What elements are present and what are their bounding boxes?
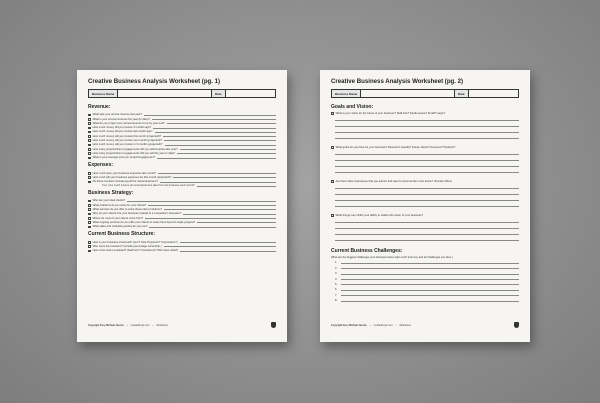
- numbered-line[interactable]: 7.: [331, 291, 519, 296]
- section-heading-challenges: Current Business Challenges:: [331, 248, 403, 254]
- question-row[interactable]: How much money did you invoice 3 months ago?: [88, 125, 276, 129]
- checkbox[interactable]: [88, 127, 91, 130]
- question-row[interactable]: How much money will you invoice in 3 months (projected)?: [88, 142, 276, 146]
- footer-page: Worksheet: [399, 323, 411, 327]
- question-row[interactable]: How many projects/client engagements did you sell/complete last year?: [88, 146, 276, 150]
- question-row[interactable]: Are there other businesses that you admire and want to become like in the future? (Include URLs): [331, 180, 519, 183]
- checkbox[interactable]: [88, 204, 91, 207]
- question-row[interactable]: How much money will you invoice next month (projected)?: [88, 138, 276, 142]
- checkbox[interactable]: [331, 146, 334, 149]
- numbered-line[interactable]: 6.: [331, 286, 519, 291]
- answer-line[interactable]: [335, 235, 519, 241]
- business-name-label: Business Name: [332, 90, 361, 97]
- checkbox[interactable]: [88, 226, 91, 229]
- business-name-field[interactable]: [89, 90, 212, 97]
- question-row[interactable]: How is your business structured? (LLC? Sole Proprietor? Corporation?): [88, 239, 276, 243]
- checkbox[interactable]: [88, 114, 91, 117]
- numbered-line[interactable]: 5.: [331, 281, 519, 286]
- question-row[interactable]: What goals do you have for your business? Revenue? Awards? Dream clients? Services? Products?: [331, 146, 519, 149]
- numbered-line[interactable]: 3.: [331, 270, 519, 275]
- shield-logo-icon: [514, 322, 519, 328]
- question-row[interactable]: What services do you offer to solve these client problems?: [88, 207, 276, 211]
- checkbox[interactable]: [88, 148, 91, 151]
- checkbox[interactable]: [88, 118, 91, 121]
- checkbox[interactable]: [88, 131, 91, 134]
- question-row[interactable]: How is the work completed? (Staff size? Contractors? Who does what?): [88, 248, 276, 252]
- checkbox[interactable]: [88, 217, 91, 220]
- checkbox[interactable]: [88, 250, 91, 253]
- question-row[interactable]: How many projects/client engagements did you sell this year to date?: [88, 151, 276, 155]
- question-row[interactable]: How much will your business expenses be this month (projected)?: [88, 175, 276, 179]
- checkbox[interactable]: [88, 152, 91, 155]
- checkbox[interactable]: [88, 221, 91, 224]
- date-label: Date: [455, 90, 469, 97]
- date-label: Date: [212, 90, 226, 97]
- section-heading-structure: Current Business Structure:: [88, 231, 155, 238]
- checkbox[interactable]: [88, 200, 91, 203]
- footer-copyright: Copyright Kory Michael Jacobs: [88, 323, 124, 327]
- footer-page: Worksheet: [156, 323, 168, 327]
- checkbox[interactable]: [88, 135, 91, 138]
- worksheet-page-2: [320, 70, 530, 342]
- date-field[interactable]: [212, 90, 275, 97]
- checkbox[interactable]: [88, 122, 91, 125]
- checkbox[interactable]: [88, 139, 91, 142]
- numbered-line[interactable]: 8.: [331, 297, 519, 302]
- header-fields: [88, 89, 276, 98]
- shield-logo-icon: [271, 322, 276, 328]
- section-heading-expenses: Expenses:: [88, 162, 114, 169]
- checkbox[interactable]: [88, 144, 91, 147]
- footer-site: mediadisrupt.com: [373, 323, 393, 327]
- page-footer: Copyright Kory Michael Jacobs • mediadisrupt.com • Worksheet: [331, 322, 519, 328]
- checkbox[interactable]: [88, 245, 91, 248]
- section-heading-revenue: Revenue:: [88, 104, 111, 110]
- question-row[interactable]: Who owns the business? (Include percentage ownership.): [88, 244, 276, 248]
- checkbox[interactable]: [331, 214, 334, 217]
- page-title: Creative Business Analysis Worksheet (pg. 2): [331, 78, 464, 85]
- question-row[interactable]: What sales and marketing tactics do you use?: [88, 224, 276, 228]
- section-heading-strategy: Business Strategy:: [88, 190, 134, 197]
- question-row[interactable]: Do these numbers include payroll for owners/partners?: [88, 179, 276, 183]
- checkbox[interactable]: [88, 181, 91, 184]
- question-row[interactable]: How much money will you invoice this month (projected)?: [88, 133, 276, 137]
- question-row[interactable]: What is your annual revenue this year (to date)?: [88, 116, 276, 120]
- question-row[interactable]: How much were your business expenses last month?: [88, 170, 276, 174]
- question-row[interactable]: How much money did you invoice last month ago?: [88, 129, 276, 133]
- worksheet-page-1: [77, 70, 287, 342]
- footer-copyright: Copyright Kory Michael Jacobs: [331, 323, 367, 327]
- question-row[interactable]: Where do most of your clients come from?: [88, 215, 276, 219]
- page-footer: Copyright Kory Michael Jacobs • mediadisrupt.com • Worksheet: [88, 322, 276, 328]
- numbered-line[interactable]: 4.: [331, 275, 519, 280]
- numbered-line[interactable]: 1.: [331, 259, 519, 264]
- question-row[interactable]: What is your vision for the future of your business? Staff size? Studio space? Small? Large?: [331, 112, 519, 115]
- challenges-intro: What are the biggest challenges your business faces right now? (List any and all challenges you face.): [331, 256, 453, 259]
- question-row[interactable]: What things may inhibit your ability to realize this vision of your business?: [331, 214, 519, 217]
- checkbox[interactable]: [88, 241, 91, 244]
- footer-site: mediadisrupt.com: [130, 323, 150, 327]
- question-row[interactable]: Who are your ideal clients?: [88, 198, 276, 202]
- sub-question-row[interactable]: If so, how much income do owners/partners take from the business each month?: [88, 183, 276, 187]
- question-row[interactable]: Why do your clients hire your business instead of a competitor's business?: [88, 211, 276, 215]
- checkbox[interactable]: [88, 208, 91, 211]
- checkbox[interactable]: [88, 157, 91, 160]
- checkbox[interactable]: [88, 213, 91, 216]
- checkbox[interactable]: [331, 180, 334, 183]
- checkbox[interactable]: [88, 172, 91, 175]
- question-row[interactable]: What was your annual revenue last year?: [88, 112, 276, 116]
- business-name-label: Business Name: [89, 90, 118, 97]
- date-field[interactable]: [455, 90, 518, 97]
- numbered-line[interactable]: 2.: [331, 264, 519, 269]
- question-row[interactable]: What is your average price per project/engagement?: [88, 155, 276, 159]
- checkbox[interactable]: [88, 176, 91, 179]
- business-name-field[interactable]: [332, 90, 455, 97]
- page-title: Creative Business Analysis Worksheet (pg. 1): [88, 78, 221, 85]
- question-row[interactable]: What ongoing services do you offer your clients to retain them beyond single projects?: [88, 220, 276, 224]
- question-row[interactable]: What problems do you solve for your clients?: [88, 202, 276, 206]
- checkbox[interactable]: [331, 112, 334, 115]
- section-heading-goals: Goals and Vision:: [331, 104, 374, 110]
- question-row[interactable]: What do you project your annual revenue to be by year end?: [88, 121, 276, 125]
- header-fields: [331, 89, 519, 98]
